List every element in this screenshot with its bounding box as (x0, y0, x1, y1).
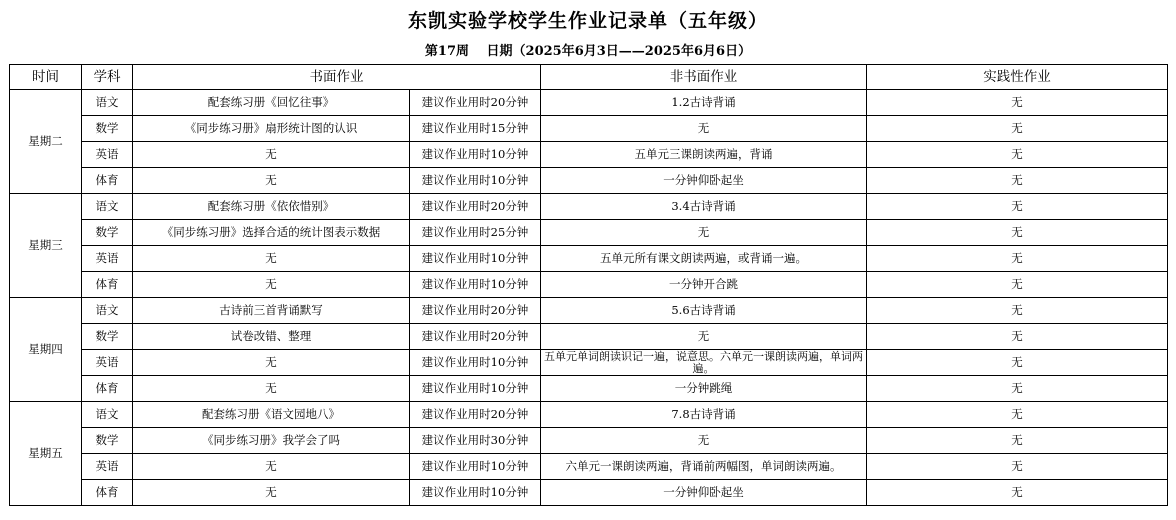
practice-homework-cell: 无 (867, 324, 1168, 350)
nonwritten-homework-cell: 五单元所有课文朗读两遍，或背诵一遍。 (541, 246, 867, 272)
table-row (10, 246, 1168, 272)
nonwritten-homework-cell: 一分钟仰卧起坐 (541, 480, 867, 506)
nonwritten-homework-cell: 一分钟仰卧起坐 (541, 168, 867, 194)
practice-homework-cell: 无 (867, 194, 1168, 220)
nonwritten-homework-cell: 一分钟开合跳 (541, 272, 867, 298)
practice-homework-cell: 无 (867, 142, 1168, 168)
suggested-duration-cell: 建议作业用时25分钟 (410, 220, 541, 246)
practice-homework-cell: 无 (867, 402, 1168, 428)
suggested-duration-cell: 建议作业用时20分钟 (410, 194, 541, 220)
nonwritten-homework-cell: 无 (541, 220, 867, 246)
practice-homework-cell: 无 (867, 246, 1168, 272)
suggested-duration-cell: 建议作业用时10分钟 (410, 376, 541, 402)
practice-homework-cell: 无 (867, 90, 1168, 116)
written-homework-cell: 无 (133, 454, 410, 480)
suggested-duration-cell: 建议作业用时10分钟 (410, 142, 541, 168)
nonwritten-homework-cell: 六单元一课朗读两遍，背诵前两幅图，单词朗读两遍。 (541, 454, 867, 480)
nonwritten-homework-cell: 一分钟跳绳 (541, 376, 867, 402)
nonwritten-homework-cell: 无 (541, 116, 867, 142)
subject-cell: 体育 (82, 480, 133, 506)
day-cell: 星期四 (10, 298, 82, 402)
subject-cell: 体育 (82, 376, 133, 402)
nonwritten-homework-cell: 五单元三课朗读两遍，背诵 (541, 142, 867, 168)
practice-homework-cell: 无 (867, 480, 1168, 506)
table-body (10, 90, 1168, 506)
nonwritten-homework-cell: 无 (541, 428, 867, 454)
written-homework-cell: 无 (133, 142, 410, 168)
day-cell: 星期五 (10, 402, 82, 506)
subject-cell: 语文 (82, 90, 133, 116)
header-time: 时间 (10, 65, 82, 90)
nonwritten-homework-cell: 无 (541, 324, 867, 350)
written-homework-cell: 无 (133, 168, 410, 194)
table-row (10, 428, 1168, 454)
suggested-duration-cell: 建议作业用时20分钟 (410, 324, 541, 350)
suggested-duration-cell: 建议作业用时10分钟 (410, 454, 541, 480)
table-row (10, 350, 1168, 376)
subject-cell: 体育 (82, 272, 133, 298)
suggested-duration-cell: 建议作业用时10分钟 (410, 246, 541, 272)
practice-homework-cell: 无 (867, 116, 1168, 142)
suggested-duration-cell: 建议作业用时30分钟 (410, 428, 541, 454)
subject-cell: 英语 (82, 246, 133, 272)
subject-cell: 英语 (82, 350, 133, 376)
written-homework-cell: 配套练习册《回忆往事》 (133, 90, 410, 116)
subject-cell: 数学 (82, 220, 133, 246)
header-written: 书面作业 (133, 65, 541, 90)
written-homework-cell: 无 (133, 480, 410, 506)
table-row (10, 480, 1168, 506)
table-row (10, 90, 1168, 116)
header-row (10, 65, 1168, 90)
homework-table (9, 64, 1168, 506)
written-homework-cell: 无 (133, 246, 410, 272)
nonwritten-homework-cell: 5.6古诗背诵 (541, 298, 867, 324)
suggested-duration-cell: 建议作业用时10分钟 (410, 480, 541, 506)
subject-cell: 英语 (82, 454, 133, 480)
subject-cell: 语文 (82, 402, 133, 428)
table-row (10, 220, 1168, 246)
practice-homework-cell: 无 (867, 272, 1168, 298)
written-homework-cell: 《同步练习册》扇形统计图的认识 (133, 116, 410, 142)
day-cell: 星期二 (10, 90, 82, 194)
suggested-duration-cell: 建议作业用时15分钟 (410, 116, 541, 142)
table-row (10, 454, 1168, 480)
practice-homework-cell: 无 (867, 298, 1168, 324)
table-row (10, 324, 1168, 350)
subject-cell: 数学 (82, 324, 133, 350)
subject-cell: 语文 (82, 194, 133, 220)
written-homework-cell: 配套练习册《依依惜别》 (133, 194, 410, 220)
written-homework-cell: 古诗前三首背诵默写 (133, 298, 410, 324)
suggested-duration-cell: 建议作业用时10分钟 (410, 168, 541, 194)
table-row (10, 376, 1168, 402)
suggested-duration-cell: 建议作业用时20分钟 (410, 90, 541, 116)
written-homework-cell: 《同步练习册》选择合适的统计图表示数据 (133, 220, 410, 246)
written-homework-cell: 配套练习册《语文园地八》 (133, 402, 410, 428)
page-subtitle: 第17周 日期（2025年6月3日——2025年6月6日） (424, 44, 752, 59)
practice-homework-cell: 无 (867, 220, 1168, 246)
header-subject: 学科 (82, 65, 133, 90)
written-homework-cell: 无 (133, 272, 410, 298)
practice-homework-cell: 无 (867, 350, 1168, 376)
practice-homework-cell: 无 (867, 428, 1168, 454)
table-row (10, 194, 1168, 220)
table-row (10, 298, 1168, 324)
subject-cell: 语文 (82, 298, 133, 324)
subject-cell: 数学 (82, 116, 133, 142)
practice-homework-cell: 无 (867, 376, 1168, 402)
table-row (10, 142, 1168, 168)
practice-homework-cell: 无 (867, 454, 1168, 480)
header-practice: 实践性作业 (867, 65, 1168, 90)
table-row (10, 402, 1168, 428)
practice-homework-cell: 无 (867, 168, 1168, 194)
nonwritten-homework-cell: 7.8古诗背诵 (541, 402, 867, 428)
page-title: 东凯实验学校学生作业记录单（五年级） (407, 10, 768, 32)
day-cell: 星期三 (10, 194, 82, 298)
written-homework-cell: 《同步练习册》我学会了吗 (133, 428, 410, 454)
header-nonwritten: 非书面作业 (541, 65, 867, 90)
table-row (10, 116, 1168, 142)
subject-cell: 数学 (82, 428, 133, 454)
table-row (10, 168, 1168, 194)
subject-cell: 英语 (82, 142, 133, 168)
subject-cell: 体育 (82, 168, 133, 194)
nonwritten-homework-cell: 3.4古诗背诵 (541, 194, 867, 220)
nonwritten-homework-cell: 1.2古诗背诵 (541, 90, 867, 116)
written-homework-cell: 无 (133, 376, 410, 402)
suggested-duration-cell: 建议作业用时10分钟 (410, 350, 541, 376)
written-homework-cell: 试卷改错、整理 (133, 324, 410, 350)
table-row (10, 272, 1168, 298)
written-homework-cell: 无 (133, 350, 410, 376)
suggested-duration-cell: 建议作业用时10分钟 (410, 272, 541, 298)
nonwritten-homework-cell: 五单元单词朗读识记一遍，说意思。六单元一课朗读两遍，单词两遍。 (541, 350, 867, 376)
suggested-duration-cell: 建议作业用时20分钟 (410, 298, 541, 324)
suggested-duration-cell: 建议作业用时20分钟 (410, 402, 541, 428)
